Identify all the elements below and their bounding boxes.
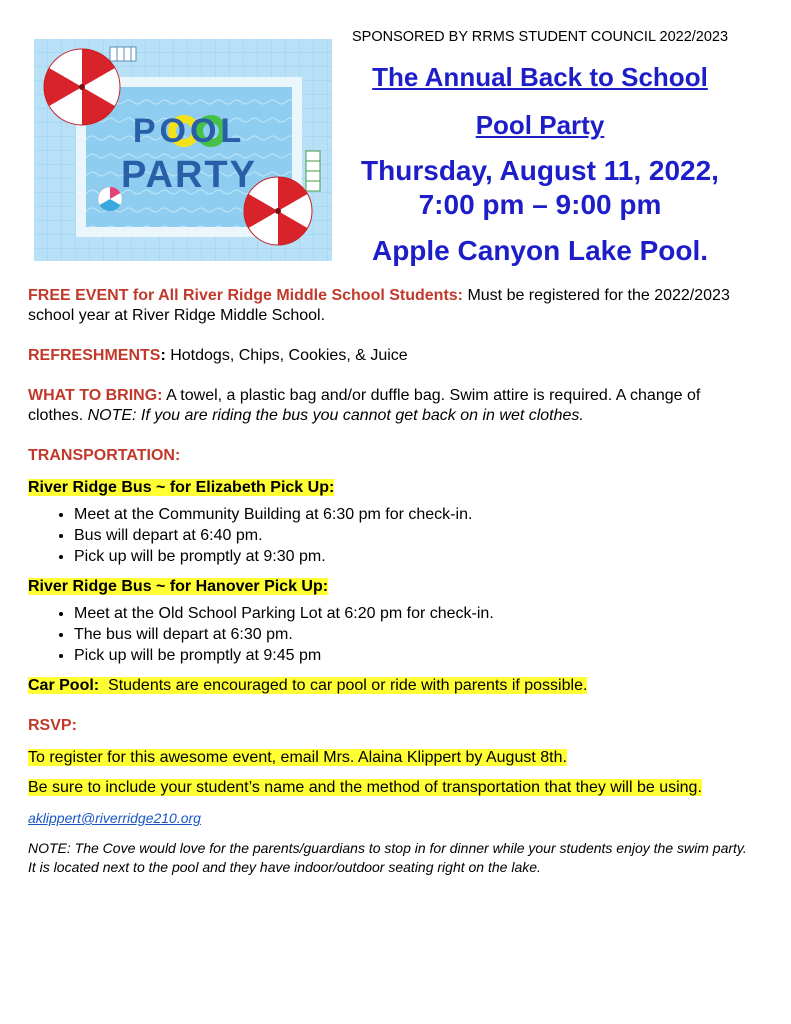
elizabeth-list	[28, 504, 758, 567]
ladder-icon	[306, 151, 320, 191]
hanover-heading	[28, 577, 758, 597]
wet-clothes-note: NOTE: If you are riding the bus you cannot get back on in wet clothes.	[87, 407, 584, 424]
event-date: Thursday, August 11, 2022,	[361, 155, 719, 186]
event-time: 7:00 pm – 9:00 pm	[418, 189, 662, 220]
rsvp-heading	[28, 716, 758, 736]
event-location: Apple Canyon Lake Pool.	[371, 235, 709, 266]
car-pool-text: Students are encouraged to car pool or ride with parents if possible.	[99, 677, 588, 694]
list-item: • Pick up will be promptly at 9:45 pm	[74, 645, 758, 666]
rsvp-line-1	[28, 748, 758, 768]
rsvp-register-text: To register for this awesome event, email Mrs. Alaina Klippert by August 8th.	[28, 749, 567, 766]
transportation-label: TRANSPORTATION:	[28, 447, 181, 464]
rsvp-line-2	[28, 778, 758, 798]
refreshments-text: Hotdogs, Chips, Cookies, & Juice	[165, 347, 408, 364]
list-item: • Meet at the Old School Parking Lot at 6:20 pm for check-in.	[74, 603, 758, 624]
refreshments-colon: :	[160, 347, 166, 364]
title-line-2: Pool Party	[475, 110, 605, 140]
title-block	[340, 58, 740, 268]
title-line-1: The Annual Back to School	[372, 62, 708, 92]
elizabeth-bus-label: River Ridge Bus ~ for Elizabeth Pick Up:	[28, 479, 335, 496]
rsvp-label: RSVP:	[28, 717, 77, 734]
beach-ball-icon	[98, 187, 122, 211]
transportation-heading	[28, 446, 758, 466]
hanover-list	[28, 603, 758, 666]
email-link[interactable]: aklippert@riverridge210.org	[28, 810, 201, 826]
party-text: PARTY	[121, 154, 257, 196]
free-event-label: FREE EVENT for All River Ridge Middle School Students:	[28, 287, 463, 304]
email-paragraph	[28, 808, 758, 829]
car-pool-label: Car Pool:	[28, 677, 100, 694]
hanover-bus-label: River Ridge Bus ~ for Hanover Pick Up:	[28, 578, 329, 595]
free-event-paragraph	[28, 286, 758, 326]
pool-party-image	[34, 39, 332, 261]
pool-text: POOL	[132, 112, 246, 150]
what-to-bring-paragraph	[28, 386, 758, 426]
ladder-icon	[110, 47, 136, 61]
refreshments-label: REFRESHMENTS	[28, 347, 161, 364]
cove-note: NOTE: The Cove would love for the parents/guardians to stop in for dinner while your students enjoy the swim party. It is located next to the pool and they have indoor/outdoor seating right on the lake.	[28, 840, 747, 875]
free-event-text: Must be registered for the 2022/2023 school year at River Ridge Middle School.	[28, 287, 730, 324]
refreshments-paragraph	[28, 346, 758, 366]
what-to-bring-text: A towel, a plastic bag and/or duffle bag. Swim attire is required. A change of clothes.	[28, 387, 701, 424]
flyer-body	[28, 286, 758, 877]
what-to-bring-label: WHAT TO BRING:	[28, 387, 163, 404]
rsvp-include-text: Be sure to include your student’s name and the method of transportation that they will be using.	[28, 779, 702, 796]
list-item: • Pick up will be promptly at 9:30 pm.	[74, 546, 758, 567]
list-item: • Meet at the Community Building at 6:30 pm for check-in.	[74, 504, 758, 525]
car-pool-paragraph	[28, 676, 758, 696]
list-item: • The bus will depart at 6:30 pm.	[74, 624, 758, 645]
umbrella-icon	[44, 49, 120, 125]
list-item: • Bus will depart at 6:40 pm.	[74, 525, 758, 546]
sponsor-line: SPONSORED BY RRMS STUDENT COUNCIL 2022/2023	[352, 29, 729, 45]
elizabeth-heading	[28, 478, 758, 498]
pool-illustration	[34, 39, 332, 261]
